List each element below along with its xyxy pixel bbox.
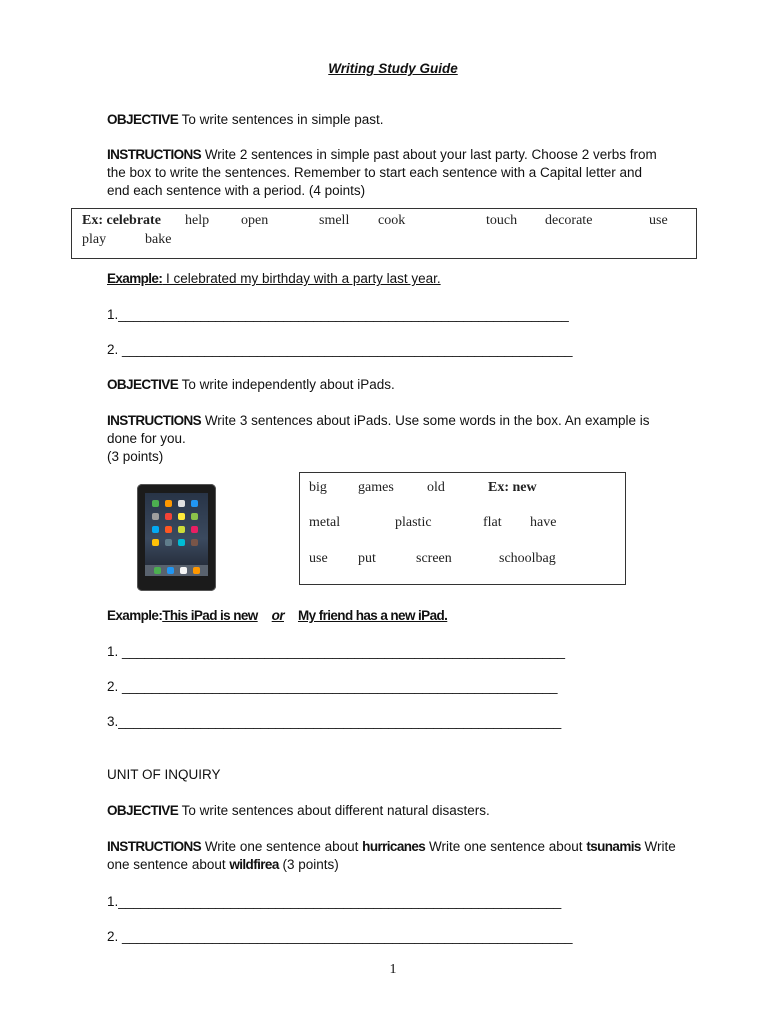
verb-box — [71, 208, 697, 259]
example-text: My friend has a new iPad. — [297, 608, 448, 623]
instructions-label: INSTRUCTIONS — [107, 413, 202, 428]
verb-word: touch — [486, 213, 518, 228]
instructions-text: one sentence about — [107, 857, 230, 872]
answer-line[interactable]: 1. ___________________________________________________________ — [107, 644, 565, 659]
answer-line[interactable]: 2. ____________________________________________________________ — [107, 342, 573, 357]
example-label: Example: — [107, 608, 163, 623]
objective-1 — [107, 111, 677, 129]
keyword-hurricanes: hurricanes — [362, 839, 426, 854]
objective-text: To write sentences about different natural disasters. — [178, 803, 490, 818]
answer-line[interactable]: 2. __________________________________________________________ — [107, 679, 558, 694]
example-1 — [107, 270, 677, 288]
box-word-example: Ex: new — [488, 480, 537, 495]
instructions-text: (3 points) — [107, 449, 164, 464]
example-or: or — [271, 608, 284, 623]
instructions-text: Write one sentence about — [201, 839, 363, 854]
instructions-3 — [107, 838, 687, 874]
example-text: This iPad is new — [162, 608, 258, 623]
box-word: games — [358, 480, 394, 495]
box-word: flat — [483, 515, 502, 530]
instructions-text: end each sentence with a period. (4 points) — [107, 183, 366, 198]
instructions-2 — [107, 412, 687, 466]
verb-word: help — [185, 213, 210, 228]
verb-word: play — [82, 232, 107, 247]
box-word: big — [309, 480, 327, 495]
verb-word: bake — [145, 232, 172, 247]
box-word: put — [358, 551, 376, 566]
instructions-text: Write 2 sentences in simple past about your last party. Choose 2 verbs from — [201, 147, 657, 162]
box-word: use — [309, 551, 328, 566]
objective-label: OBJECTIVE — [107, 377, 179, 392]
objective-text: To write independently about iPads. — [178, 377, 395, 392]
page-number: 1 — [389, 962, 397, 977]
ipad-screen — [145, 493, 208, 576]
example-text: I celebrated my birthday with a party last year. — [162, 271, 441, 286]
instructions-label: INSTRUCTIONS — [107, 839, 202, 854]
objective-2 — [107, 376, 677, 394]
instructions-text: Write 3 sentences about iPads. Use some words in the box. An example is — [201, 413, 650, 428]
box-word: screen — [416, 551, 452, 566]
objective-3 — [107, 802, 677, 820]
keyword-tsunamis: tsunamis — [586, 839, 641, 854]
instructions-1 — [107, 146, 687, 200]
page-title: Writing Study Guide — [328, 61, 458, 76]
box-word: plastic — [395, 515, 432, 530]
keyword-wildfirea: wildfirea — [229, 857, 279, 872]
answer-line[interactable]: 1.____________________________________________________________ — [107, 307, 569, 322]
verb-word: decorate — [545, 213, 593, 228]
instructions-text: Write — [640, 839, 676, 854]
objective-label: OBJECTIVE — [107, 803, 179, 818]
verb-word: open — [241, 213, 269, 228]
word-box — [299, 472, 626, 585]
instructions-text: (3 points) — [278, 857, 339, 872]
verb-word: cook — [378, 213, 406, 228]
box-word: metal — [309, 515, 341, 530]
verb-example: Ex: celebrate — [82, 213, 161, 228]
answer-line[interactable]: 3.___________________________________________________________ — [107, 714, 562, 729]
instructions-text: Write one sentence about — [425, 839, 587, 854]
box-word: old — [427, 480, 445, 495]
verb-word: smell — [319, 213, 350, 228]
instructions-text: done for you. — [107, 431, 186, 446]
box-word: have — [530, 515, 557, 530]
instructions-text: the box to write the sentences. Remember to start each sentence with a Capital letter and — [107, 165, 643, 180]
verb-word: use — [649, 213, 668, 228]
example-2 — [107, 607, 677, 625]
instructions-label: INSTRUCTIONS — [107, 147, 202, 162]
ipad-image — [137, 484, 216, 591]
box-word: schoolbag — [499, 551, 556, 566]
objective-text: To write sentences in simple past. — [178, 112, 384, 127]
answer-line[interactable]: 2. ____________________________________________________________ — [107, 929, 573, 944]
example-label: Example: — [107, 271, 163, 286]
unit-heading: UNIT OF INQUIRY — [107, 767, 221, 782]
answer-line[interactable]: 1.___________________________________________________________ — [107, 894, 562, 909]
objective-label: OBJECTIVE — [107, 112, 179, 127]
